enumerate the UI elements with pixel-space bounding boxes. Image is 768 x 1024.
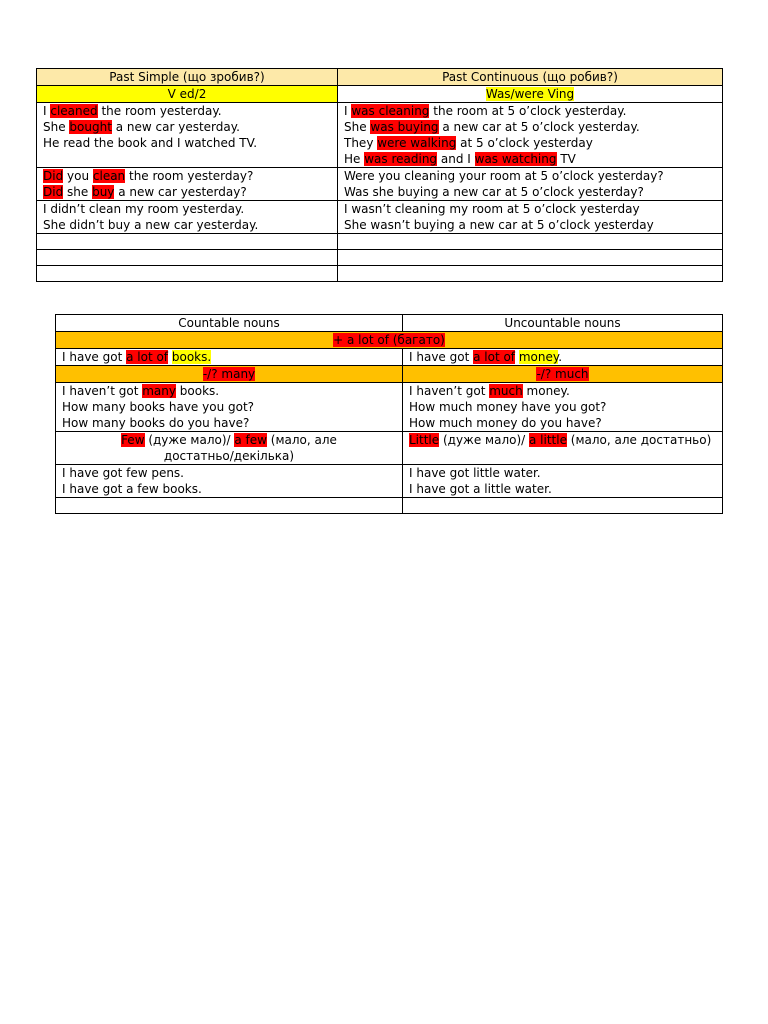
many-examples <box>56 383 403 432</box>
empty-row <box>37 250 723 266</box>
empty-cell <box>403 498 723 514</box>
much-examples <box>403 383 723 432</box>
past-simple-negative <box>37 201 338 234</box>
little-a-little-definition <box>403 432 723 465</box>
text-line <box>409 349 716 365</box>
text-line <box>409 399 716 415</box>
text-segment: money. <box>522 384 570 398</box>
text-line <box>344 217 716 233</box>
empty-cell <box>338 266 723 282</box>
empty-row <box>56 498 723 514</box>
text-segment: How many books do you have? <box>62 416 250 430</box>
text-line <box>43 168 331 184</box>
table-row <box>56 332 723 349</box>
highlighted-text: Few <box>121 433 145 447</box>
highlighted-text: Did <box>43 169 64 183</box>
text-line <box>43 201 331 217</box>
text-segment: How much money have you got? <box>409 400 607 414</box>
text-segment: I have got little water. <box>409 466 541 480</box>
many-heading-cell <box>56 366 403 383</box>
text-segment: at 5 o’clock yesterday <box>456 136 593 150</box>
text-segment: the room yesterday? <box>125 169 254 183</box>
countable-a-lot-of-example <box>56 349 403 366</box>
text-line <box>62 383 396 399</box>
highlighted-text: buy <box>92 185 115 199</box>
text-line <box>62 465 396 481</box>
text-segment: I have got a little water. <box>409 482 552 496</box>
yellow-highlighted-text: books. <box>171 350 212 364</box>
table-row <box>56 366 723 383</box>
a-lot-of-heading <box>56 332 723 349</box>
text-segment: I <box>43 104 51 118</box>
highlighted-text: was reading <box>364 152 438 166</box>
text-segment: He read the book and I watched TV. <box>43 136 258 150</box>
empty-row <box>37 266 723 282</box>
text-segment: (дуже мало)/ <box>439 433 530 447</box>
text-segment: I haven’t got <box>62 384 143 398</box>
text-segment: They <box>344 136 378 150</box>
text-line <box>344 135 716 151</box>
text-segment: I have got <box>409 350 474 364</box>
past-continuous-negative <box>338 201 723 234</box>
highlighted-text: Little <box>409 433 440 447</box>
text-line <box>344 151 716 167</box>
yellow-highlighted-text: money <box>518 350 559 364</box>
text-line <box>62 448 396 464</box>
past-continuous-formula: Was/were Ving <box>485 87 575 101</box>
text-line <box>344 168 716 184</box>
text-segment: a new car yesterday. <box>111 120 240 134</box>
text-segment: a new car yesterday? <box>114 185 247 199</box>
highlighted-text: were walking <box>377 136 457 150</box>
table-row <box>56 465 723 498</box>
many-heading: -/? many <box>202 367 256 381</box>
past-simple-header: Past Simple (що зробив?) <box>37 69 338 86</box>
text-line <box>43 103 331 119</box>
text-line <box>409 415 716 431</box>
table-row <box>56 383 723 432</box>
text-segment: достатньо/декілька) <box>163 449 295 463</box>
much-heading: -/? much <box>536 367 589 381</box>
uncountable-header: Uncountable nouns <box>403 315 723 332</box>
little-examples <box>403 465 723 498</box>
empty-cell <box>37 250 338 266</box>
table-row <box>37 168 723 201</box>
text-segment: I didn’t clean my room yesterday. <box>43 202 245 216</box>
highlighted-text: Did <box>43 185 64 199</box>
past-simple-question <box>37 168 338 201</box>
highlighted-text: much <box>489 384 523 398</box>
past-simple-affirmative <box>37 103 338 168</box>
text-segment: I have got a few books. <box>62 482 202 496</box>
text-segment: She <box>344 120 371 134</box>
empty-cell <box>338 234 723 250</box>
text-segment: How much money do you have? <box>409 416 602 430</box>
highlighted-text: bought <box>69 120 112 134</box>
text-segment: I <box>344 104 352 118</box>
highlighted-text: was watching <box>474 152 557 166</box>
past-simple-formula: V ed/2 <box>37 86 338 103</box>
past-continuous-affirmative <box>338 103 723 168</box>
text-line <box>62 349 396 365</box>
text-segment: Were you cleaning your room at 5 o’clock yesterday? <box>344 169 664 183</box>
text-line <box>43 119 331 135</box>
text-segment: How many books have you got? <box>62 400 255 414</box>
highlighted-text: a lot of <box>473 350 516 364</box>
empty-cell <box>338 250 723 266</box>
countable-header: Countable nouns <box>56 315 403 332</box>
table-row <box>37 201 723 234</box>
table-row <box>56 432 723 465</box>
text-segment: I have got <box>62 350 127 364</box>
highlighted-text: was buying <box>370 120 439 134</box>
text-segment: She didn’t buy a new car yesterday. <box>43 218 259 232</box>
few-examples <box>56 465 403 498</box>
text-line <box>43 217 331 233</box>
table-row <box>56 349 723 366</box>
text-segment: the room at 5 o’clock yesterday. <box>429 104 627 118</box>
empty-cell <box>37 234 338 250</box>
text-segment: (мало, але <box>266 433 337 447</box>
table-row <box>37 86 723 103</box>
text-line <box>344 201 716 217</box>
past-continuous-formula-cell <box>338 86 723 103</box>
highlighted-text: was cleaning <box>351 104 430 118</box>
nouns-table <box>55 314 723 514</box>
text-segment: (мало, але достатньо) <box>566 433 712 447</box>
text-line <box>62 481 396 497</box>
empty-row <box>37 234 723 250</box>
a-lot-of-heading-text: + a lot of (багато) <box>333 333 445 347</box>
text-line <box>409 465 716 481</box>
text-segment: He <box>344 152 365 166</box>
table-row <box>37 103 723 168</box>
text-segment: books. <box>175 384 220 398</box>
text-segment: I haven’t got <box>409 384 490 398</box>
highlighted-text: a few <box>234 433 267 447</box>
text-segment: the room yesterday. <box>97 104 222 118</box>
text-line <box>409 481 716 497</box>
text-segment: a new car at 5 o’clock yesterday. <box>438 120 640 134</box>
text-segment: I wasn’t cleaning my room at 5 o’clock yesterday <box>344 202 640 216</box>
text-segment: She wasn’t buying a new car at 5 o’clock yesterday <box>344 218 654 232</box>
text-line <box>43 184 331 200</box>
text-line <box>344 184 716 200</box>
text-line <box>344 119 716 135</box>
highlighted-text: cleaned <box>50 104 98 118</box>
few-a-few-definition <box>56 432 403 465</box>
text-line <box>344 103 716 119</box>
text-line <box>62 399 396 415</box>
text-segment: . <box>558 350 563 364</box>
text-line <box>409 383 716 399</box>
highlighted-text: a lot of <box>126 350 169 364</box>
highlighted-text: clean <box>92 169 126 183</box>
empty-cell <box>56 498 403 514</box>
text-segment: Was she buying a new car at 5 o’clock yesterday? <box>344 185 644 199</box>
text-line <box>43 135 331 151</box>
table-row <box>56 315 723 332</box>
table-row <box>37 69 723 86</box>
text-segment: I have got few pens. <box>62 466 184 480</box>
past-continuous-header: Past Continuous (що робив?) <box>338 69 723 86</box>
text-segment: and I <box>437 152 475 166</box>
highlighted-text: a little <box>529 433 567 447</box>
much-heading-cell <box>403 366 723 383</box>
text-segment: (дуже мало)/ <box>144 433 235 447</box>
past-continuous-question <box>338 168 723 201</box>
text-segment: she <box>63 185 93 199</box>
text-line <box>62 415 396 431</box>
text-segment: TV <box>556 152 576 166</box>
tenses-table <box>36 68 723 282</box>
highlighted-text: many <box>142 384 176 398</box>
text-line <box>62 432 396 448</box>
text-line <box>409 432 716 448</box>
empty-cell <box>37 266 338 282</box>
text-segment: you <box>63 169 93 183</box>
text-segment: She <box>43 120 70 134</box>
uncountable-a-lot-of-example <box>403 349 723 366</box>
